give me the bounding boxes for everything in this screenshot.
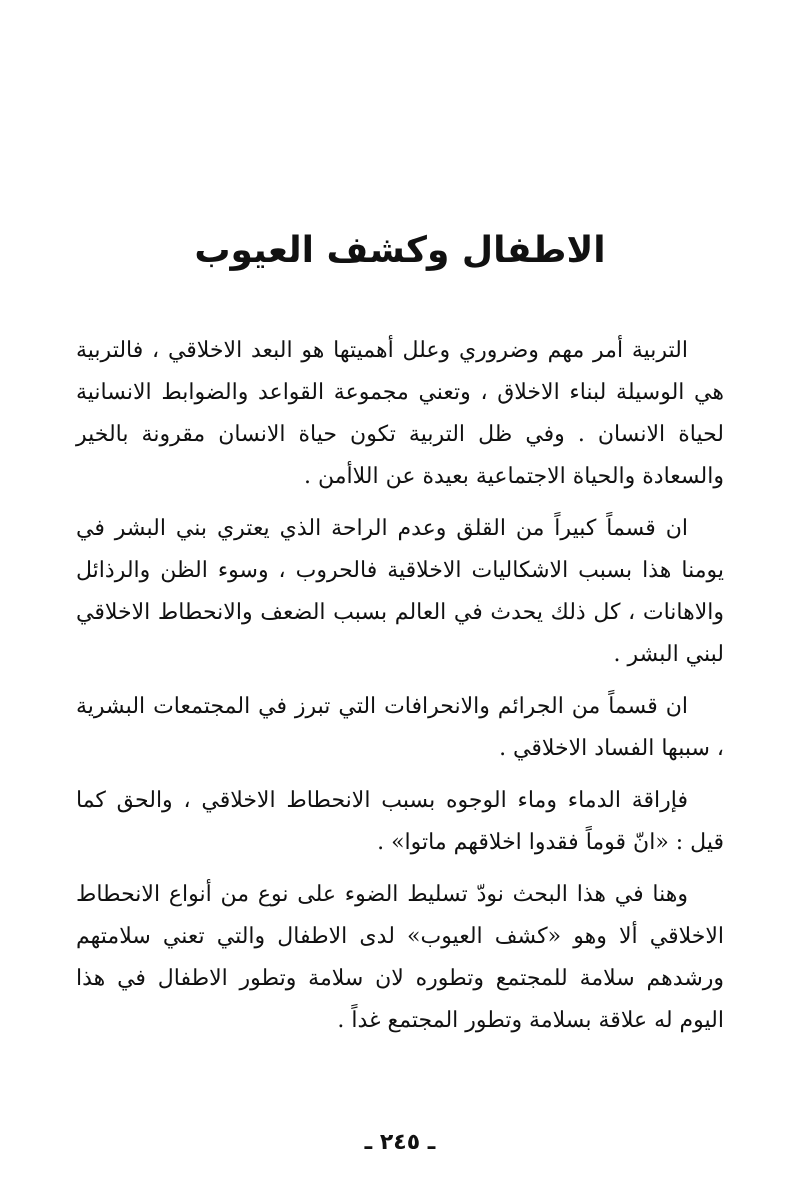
paragraph-3: ان قسماً من الجرائم والانحرافات التي تبرز في المجتمعات البشرية ، سببها الفساد الاخلاقي . [76, 694, 724, 761]
chapter-title: الاطفال وكشف العيوب [194, 230, 606, 271]
paragraph-2: ان قسماً كبيراً من القلق وعدم الراحة الذي يعتري بني البشر في يومنا هذا بسبب الاشكاليات الاخلاقية فالحروب ، وسوء الظن والرذائل والاهانات ، كل ذلك يحدث في العالم بسبب الضعف والانحطاط الاخلاقي لبني البشر . [76, 516, 724, 667]
paragraph-5: وهنا في هذا البحث نودّ تسليط الضوء على نوع من أنواع الانحطاط الاخلاقي ألا وهو «كشف العيوب» لدى الاطفال والتي تعني سلامتهم ورشدهم سلامة للمجتمع وتطوره لان سلامة وتطور الاطفال في هذا اليوم له علاقة بسلامة وتطور المجتمع غداً . [76, 882, 724, 1033]
paragraph-4: فإراقة الدماء وماء الوجوه بسبب الانحطاط الاخلاقي ، والحق كما قيل : «انّ قوماً فقدوا اخلاقهم ماتوا» . [76, 788, 724, 855]
body-text [76, 330, 724, 1052]
page-number: ـ ٢٤٥ ـ [364, 1130, 436, 1155]
paragraph-1: التربية أمر مهم وضروري وعلل أهميتها هو البعد الاخلاقي ، فالتربية هي الوسيلة لبناء الاخلاق ، وتعني مجموعة القواعد والضوابط الانسانية لحياة الانسان . وفي ظل التربية تكون حياة الانسان مقرونة بالخير والسعادة والحياة الاجتماعية بعيدة عن اللاأمن . [76, 338, 724, 489]
